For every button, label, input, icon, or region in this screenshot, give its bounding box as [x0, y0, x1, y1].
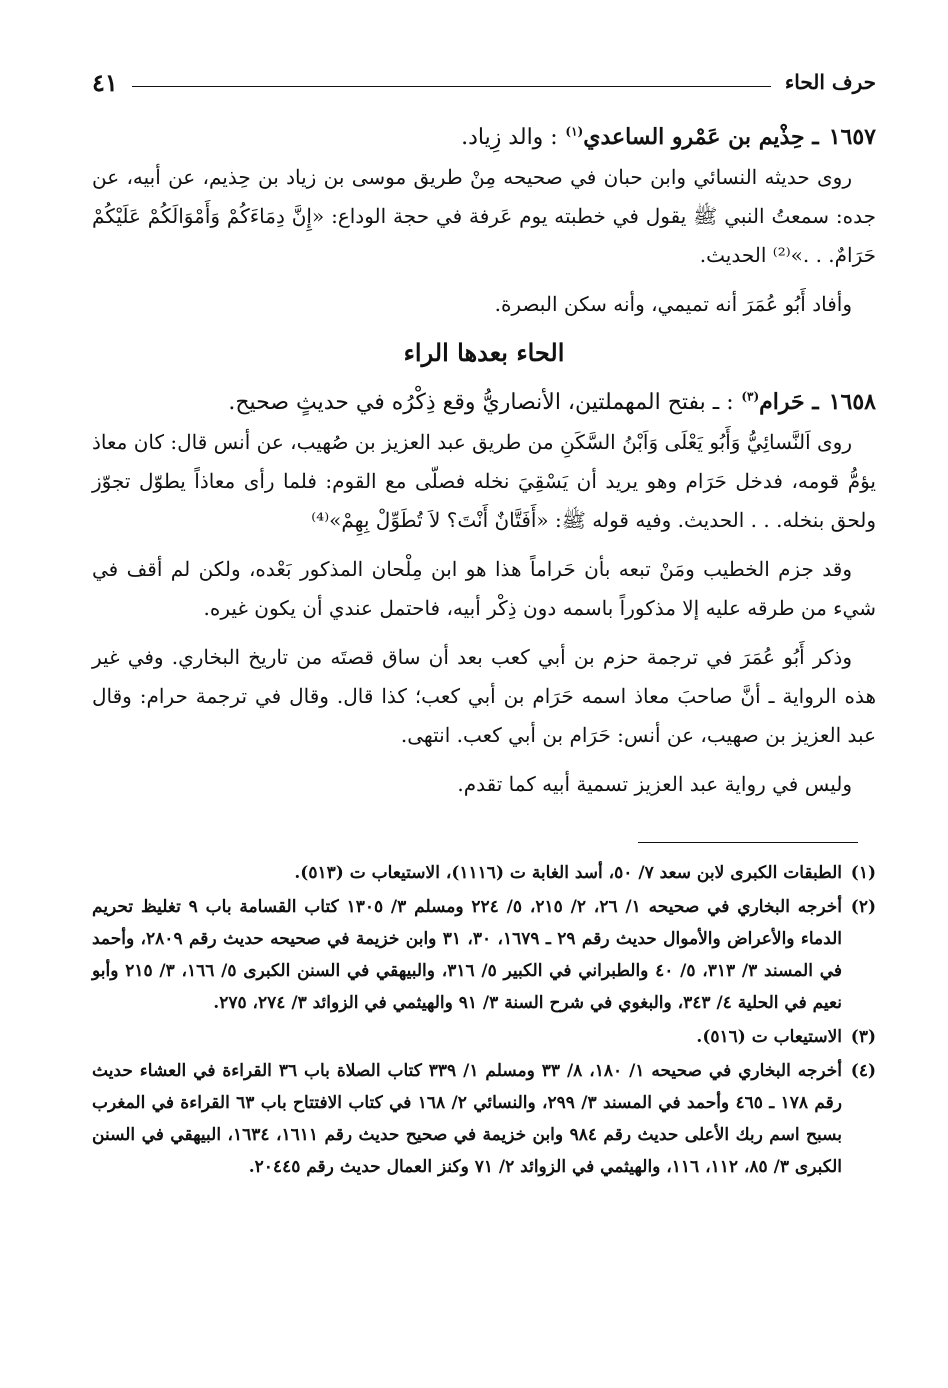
- page-number: ٤١: [92, 67, 118, 97]
- footnote-ref: (٣): [741, 389, 760, 404]
- footnote: [92, 891, 876, 1019]
- footnote-ref: (١): [565, 124, 584, 139]
- paragraph: روى حديثه النسائي وابن حبان في صحيحه مِنْ طريق موسى بن زياد بن حِذيم، عن أبيه، عن جده: سمعتُ النبي ﷺ يقول في خطبته يوم عَرفة في حجة الوداع: «إِنَّ دِمَاءَكُمْ وَأَمْوَالَكُمْ عَلَيْكُمْ حَرَامٌ. . .»⁽²⁾ الحديث.: [92, 165, 876, 267]
- footnote-number: (٣): [850, 1027, 876, 1047]
- footnote-number: (٢): [850, 897, 876, 917]
- page-header: [92, 62, 876, 102]
- footnote: [92, 1021, 876, 1053]
- entry-1657-heading: [92, 124, 876, 150]
- entry-number: ١٦٥٨: [828, 389, 876, 415]
- footnotes: [92, 857, 876, 1183]
- footnote-text: أخرجه البخاري في صحيحه ١/ ١٨٠، ٨/ ٣٣ ومسلم ١/ ٣٣٩ كتاب الصلاة باب ٣٦ القراءة في العشاء حديث رقم ١٧٨ ـ ٤٦٥ وأحمد في المسند ٣/ ٢٩٩، والنسائي ٢/ ١٦٨ في كتاب الافتتاح باب ٦٣ القراءة في المغرب بسبح اسم ربك الأعلى حديث رقم ٩٨٤ وابن خزيمة في صحيح حديث رقم ١٦١١، ١٦٣٤، البيهقي في السنن الكبرى ٣/ ٨٥، ١١٢، ١١٦، والهيثمي في الزوائد ٢/ ٧١ وكنز العمال حديث رقم ٢٠٤٤٥.: [92, 1061, 843, 1177]
- paragraph: روى اَلنَّسائِيُّ وَأَبُو يَعْلَى وَاَبْنُ السَّكَنِ من طريق عبد العزيز بن صُهيب، عن أنس قال: كان معاذ يؤمُّ قومه، فدخل حَرَام وهو يريد أن يَسْقِيَ نخله فصلّى مع القوم: فلما رأى معاذاً يطوّل تجوّز ولحق بنخله. . . الحديث. وفيه قوله ﷺ: «أَفَتَّانٌ أَنْتَ؟ لاَ تُطَوِّلْ بِهِمْ»⁽⁴⁾: [92, 430, 876, 532]
- footnote-text: الطبقات الكبرى لابن سعد ٧/ ٥٠، أسد الغابة ت (١١١٦)، الاستيعاب ت (٥١٣).: [294, 863, 842, 883]
- running-title: حرف الحاء: [784, 70, 876, 94]
- section-title: الحاء بعدها الراء: [403, 338, 565, 367]
- paragraph: وقد جزم الخطيب ومَنْ تبعه بأن حَراماً هذا هو ابن مِلْحان المذكور بَعْده، ولكن لم أقف في شيء من طرقه عليه إلا مذكوراً باسمه دون ذِكْر أبيه، فاحتمل عندي أن يكون غيره.: [92, 557, 876, 620]
- footnote-text: أخرجه البخاري في صحيحه ١/ ٢٦، ٢/ ٢١٥، ٥/ ٢٢٤ ومسلم ٣/ ١٣٠٥ كتاب القسامة باب ٩ تغليظ تحريم الدماء والأعراض والأموال حديث رقم ٢٩ ـ ١٦٧٩، ٣٠، ٣١ وابن خزيمة في صحيحه حديث رقم ٢٨٠٩، وأحمد في المسند ٣/ ٣١٣، ٥/ ٤٠ والطبراني في الكبير ٥/ ٣١٦، والبيهقي في السنن الكبرى ٥/ ١٦٦، ٣/ ٢١٥ وأبو نعيم في الحلية ٤/ ٣٤٣، والبغوي في شرح السنة ٣/ ٩١ والهيثمي في الزوائد ٣/ ٢٧٤، ٢٧٥.: [92, 897, 843, 1013]
- document-page: [92, 62, 876, 1362]
- footnote-separator: [92, 814, 876, 857]
- paragraph: وليس في رواية عبد العزيز تسمية أبيه كما تقدم.: [457, 772, 852, 796]
- footnote: [92, 857, 876, 889]
- footnote-number: (٤): [850, 1061, 876, 1081]
- entry-number: ١٦٥٧: [828, 124, 876, 150]
- footnote: [92, 1055, 876, 1183]
- entry-heading-rest: : ـ بفتح المهملتين، الأنصاريُّ وقع ذِكْرُه في حديثٍ صحيح.: [228, 390, 734, 415]
- paragraph: وذكر أَبُو عُمَرَ في ترجمة حزم بن أبي كعب بعد أن ساق قصتَه من تاريخ البخاري. وفي غير هذه الرواية ـ أنَّ صاحبَ معاذ اسمه حَرَام بن أبي كعب؛ كذا قال. وقال في ترجمة حرام: وقال عبد العزيز بن صهيب، عن أنس: حَرَام بن أبي كعب. انتهى.: [92, 645, 876, 747]
- entry-heading-rest: : والد زِياد.: [461, 125, 558, 150]
- footnote-text: الاستيعاب ت (٥١٦).: [696, 1027, 842, 1047]
- footnote-rule: [638, 842, 858, 843]
- paragraph: وأفاد أَبُو عُمَرَ أنه تميمي، وأنه سكن البصرة.: [494, 292, 852, 316]
- header-rule: [132, 86, 771, 87]
- footnote-number: (١): [850, 863, 876, 883]
- entry-name: ـ حَرام: [759, 389, 819, 415]
- entry-name: ـ حِذْيم بن عَمْرو الساعدي: [583, 124, 819, 150]
- entry-1658-heading: [92, 389, 876, 415]
